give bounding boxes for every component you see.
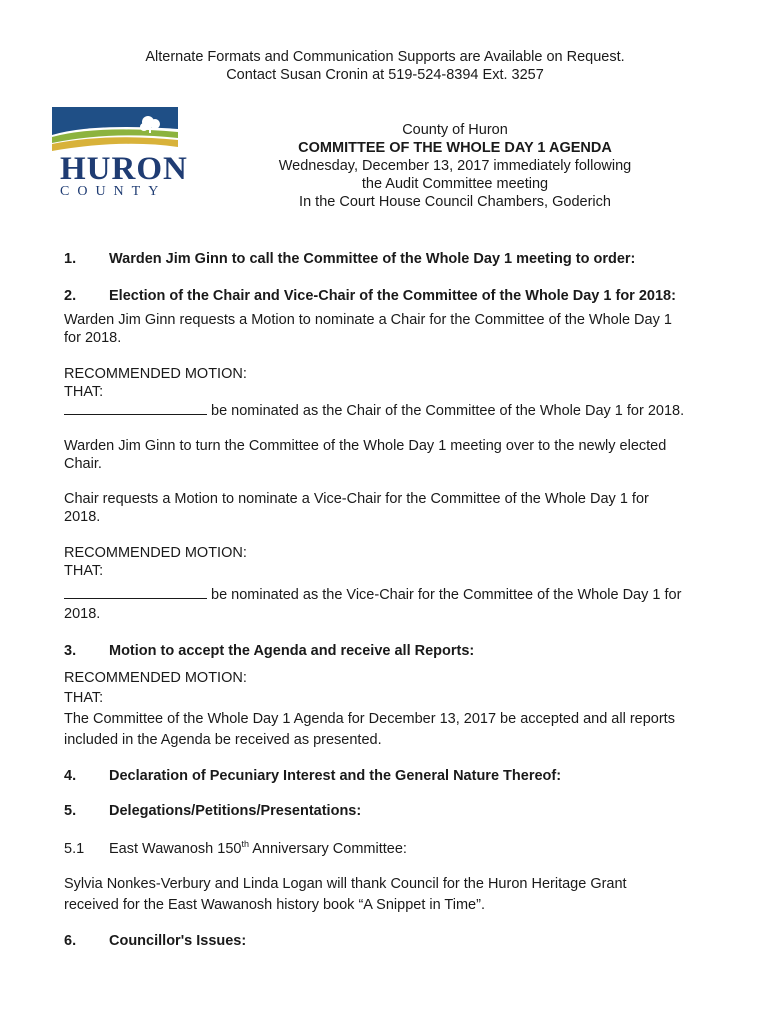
item-6-number: 6. (64, 933, 77, 949)
item-4-heading: Declaration of Pecuniary Interest and the General Nature Thereof: (109, 768, 562, 784)
accessibility-notice-line-2: Contact Susan Cronin at 519-524-8394 Ext. 3257 (226, 67, 544, 83)
item-2-paragraph-2-line-2: Chair. (64, 456, 102, 472)
item-6-heading: Councillor's Issues: (109, 933, 247, 949)
item-5-1-number: 5.1 (64, 841, 85, 857)
item-2-motion-2-label: RECOMMENDED MOTION: (64, 545, 247, 561)
item-4-number: 4. (64, 768, 77, 784)
item-2-motion-1-that: THAT: (64, 384, 104, 400)
item-2-motion-2-text: be nominated as the Vice-Chair for the Committee of the Whole Day 1 for (211, 587, 682, 603)
item-2-paragraph-1-line-2: for 2018. (64, 330, 122, 346)
item-2-motion-2-that: THAT: (64, 563, 104, 579)
logo-landscape-icon (52, 107, 178, 155)
item-1-heading: Warden Jim Ginn to call the Committee of the Whole Day 1 meeting to order: (109, 251, 636, 267)
item-3-motion-text-line-2: included in the Agenda be received as presented. (64, 732, 382, 748)
item-2-paragraph-3-line-1: Chair requests a Motion to nominate a Vice-Chair for the Committee of the Whole Day 1 for (64, 491, 649, 507)
vice-chair-name-blank[interactable] (64, 585, 207, 599)
item-2-motion-2-line (64, 585, 710, 604)
item-5-1-text-line-2: received for the East Wawanosh history book “A Snippet in Time”. (64, 897, 485, 913)
accessibility-notice-line-1: Alternate Formats and Communication Supports are Available on Request. (145, 49, 625, 65)
logo-subtitle: COUNTY (60, 184, 167, 199)
header-location: In the Court House Council Chambers, Goderich (299, 194, 611, 210)
item-2-number: 2. (64, 288, 77, 304)
item-3-motion-text-line-1: The Committee of the Whole Day 1 Agenda for December 13, 2017 be accepted and all reports (64, 711, 675, 727)
item-2-paragraph-3-line-2: 2018. (64, 509, 101, 525)
chair-name-blank[interactable] (64, 401, 207, 415)
item-2-motion-1-line (64, 401, 710, 420)
item-5-heading: Delegations/Petitions/Presentations: (109, 803, 362, 819)
item-2-paragraph-1-line-1: Warden Jim Ginn requests a Motion to nominate a Chair for the Committee of the Whole Day 1 (64, 312, 672, 328)
item-5-1-text-line-1: Sylvia Nonkes-Verbury and Linda Logan will thank Council for the Huron Heritage Grant (64, 876, 627, 892)
item-3-number: 3. (64, 643, 77, 659)
header-org: County of Huron (402, 122, 508, 138)
item-2-heading: Election of the Chair and Vice-Chair of the Committee of the Whole Day 1 for 2018: (109, 288, 676, 304)
item-2-motion-1-text: be nominated as the Chair of the Committee of the Whole Day 1 for 2018. (211, 403, 685, 419)
header-after: the Audit Committee meeting (361, 176, 549, 192)
item-1-number: 1. (64, 251, 77, 267)
item-5-1-title: East Wawanosh 150th Anniversary Committee: (109, 839, 407, 857)
item-2-motion-2-line-2: 2018. (64, 606, 101, 622)
logo-wordmark: HURON (60, 151, 188, 187)
item-3-motion-label: RECOMMENDED MOTION: (64, 670, 247, 686)
item-2-paragraph-2-line-1: Warden Jim Ginn to turn the Committee of the Whole Day 1 meeting over to the newly elected (64, 438, 667, 454)
item-5-number: 5. (64, 803, 77, 819)
header-date: Wednesday, December 13, 2017 immediately following (278, 158, 632, 174)
page-title: COMMITTEE OF THE WHOLE DAY 1 AGENDA (298, 140, 612, 156)
item-3-heading: Motion to accept the Agenda and receive all Reports: (109, 643, 475, 659)
item-3-motion-that: THAT: (64, 690, 104, 706)
item-2-motion-1-label: RECOMMENDED MOTION: (64, 366, 247, 382)
